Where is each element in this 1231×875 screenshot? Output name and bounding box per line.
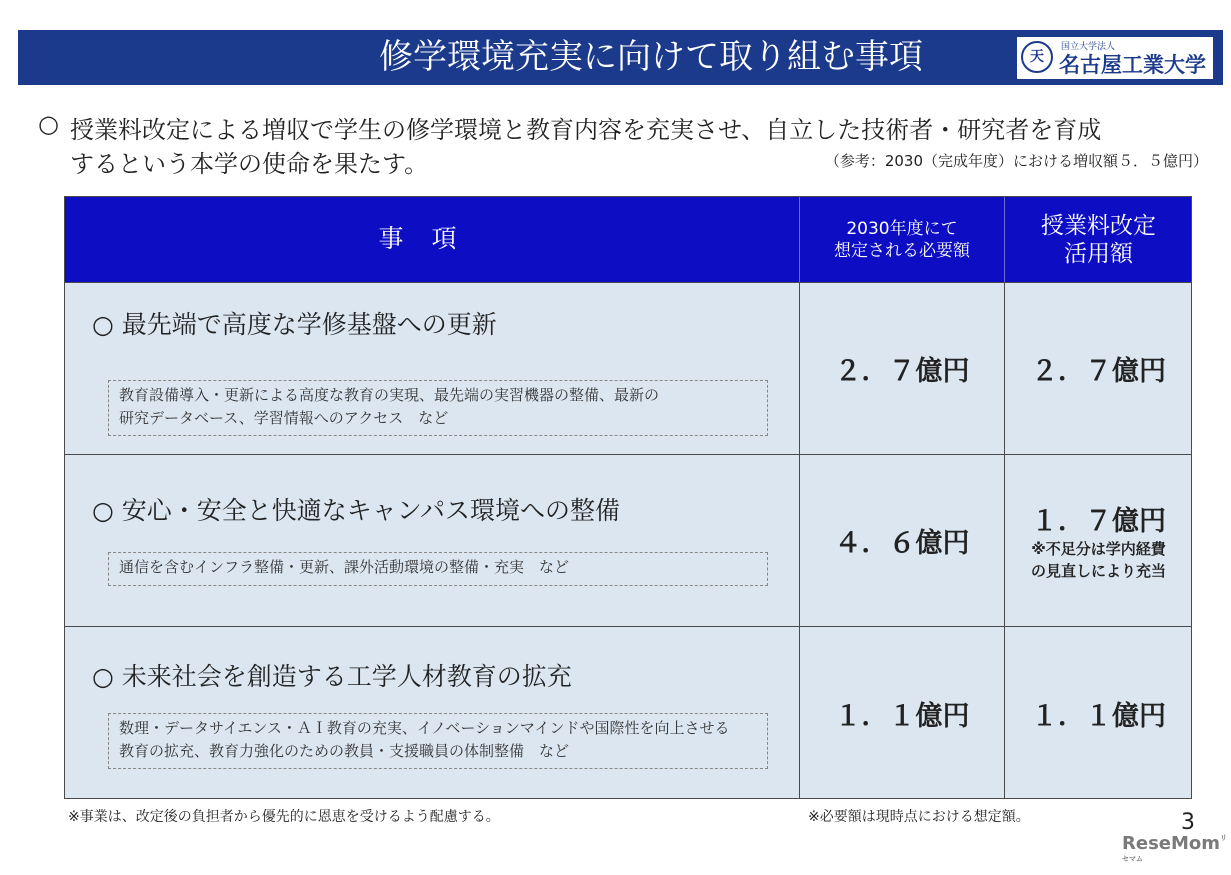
- header-required-line2: 想定される必要額: [834, 241, 970, 261]
- required-amount-cell: [799, 627, 1004, 799]
- required-amount-cell: [799, 283, 1004, 454]
- table-row: [64, 626, 1192, 799]
- intro-line-2: するという本学の使命を果たす。: [70, 150, 429, 178]
- usage-amount-cell: [1004, 627, 1192, 799]
- usage-amount: ２．７億円: [1031, 356, 1166, 387]
- usage-note-line2: の見直しにより充当: [1030, 562, 1166, 580]
- row-detail-line1: 通信を含むインフラ整備・更新、課外活動環境の整備・充実 など: [119, 558, 570, 576]
- logo-corporation-label: 国立大学法人: [1061, 42, 1116, 52]
- required-amount: ４．６億円: [834, 528, 970, 559]
- university-logo: [1017, 37, 1213, 79]
- title-bar: [18, 30, 1223, 85]
- row-detail-line1: 教育設備導入・更新による高度な教育の実現、最先端の実習機器の整備、最新の: [119, 386, 660, 404]
- required-amount: ２．７億円: [834, 356, 970, 387]
- footnote-right: ※必要額は現時点における想定額。: [808, 809, 1030, 825]
- initiatives-table: [64, 196, 1192, 799]
- table-row: [64, 282, 1192, 454]
- usage-note-line1: ※不足分は学内経費: [1031, 540, 1166, 558]
- row-heading: ○ 未来社会を創造する工学人材教育の拡充: [92, 662, 572, 691]
- table-row: [64, 454, 1192, 626]
- logo-university-name: 名古屋工業大学: [1059, 53, 1206, 77]
- intro-reference-note: （参考：2030（完成年度）における増収額５．５億円）: [824, 152, 1208, 170]
- header-item: 事項: [64, 196, 799, 282]
- header-usage-amount: [1004, 196, 1192, 282]
- page-number: 3: [1181, 810, 1195, 835]
- watermark-small-text: リセマム: [1122, 834, 1228, 863]
- page-title: 修学環境充実に向けて取り組む事項: [379, 37, 923, 77]
- intro-line-1: 授業料改定による増収で学生の修学環境と教育内容を充実させ、自立した技術者・研究者を育成: [70, 116, 1102, 144]
- resemom-watermark-logo: [1122, 833, 1231, 875]
- header-required-line1: 2030年度にて: [846, 219, 958, 239]
- header-usage-line1: 授業料改定: [1041, 213, 1156, 239]
- row-heading: ○ 安心・安全と快適なキャンパス環境への整備: [92, 496, 621, 525]
- usage-amount-cell: [1004, 283, 1192, 454]
- bullet-circle-icon: ○: [38, 110, 59, 138]
- row-detail-box: [108, 552, 768, 586]
- usage-amount: １．７億円: [1031, 506, 1166, 537]
- row-detail-line2: 教育の拡充、教育力強化のための教員・支援職員の体制整備 など: [119, 742, 570, 760]
- university-seal-icon: 天: [1021, 41, 1053, 73]
- header-usage-line2: 活用額: [1064, 241, 1133, 267]
- required-amount: １．１億円: [834, 700, 970, 732]
- row-detail-line2: 研究データベース、学習情報へのアクセス など: [119, 409, 449, 427]
- required-amount-cell: [799, 455, 1004, 626]
- watermark-text: ReseMom: [1122, 833, 1221, 854]
- header-required-amount: [799, 196, 1004, 282]
- usage-amount-cell: [1004, 455, 1192, 626]
- usage-amount: １．１億円: [1031, 700, 1166, 732]
- row-heading: ○ 最先端で高度な学修基盤への更新: [92, 310, 497, 339]
- row-detail-box: [108, 713, 768, 769]
- row-detail-box: [108, 380, 768, 436]
- footnote-left: ※事業は、改定後の負担者から優先的に恩恵を受けるよう配慮する。: [68, 809, 500, 825]
- row-detail-line1: 数理・データサイエンス・ＡＩ教育の充実、イノベーションマインドや国際性を向上させる: [119, 719, 730, 737]
